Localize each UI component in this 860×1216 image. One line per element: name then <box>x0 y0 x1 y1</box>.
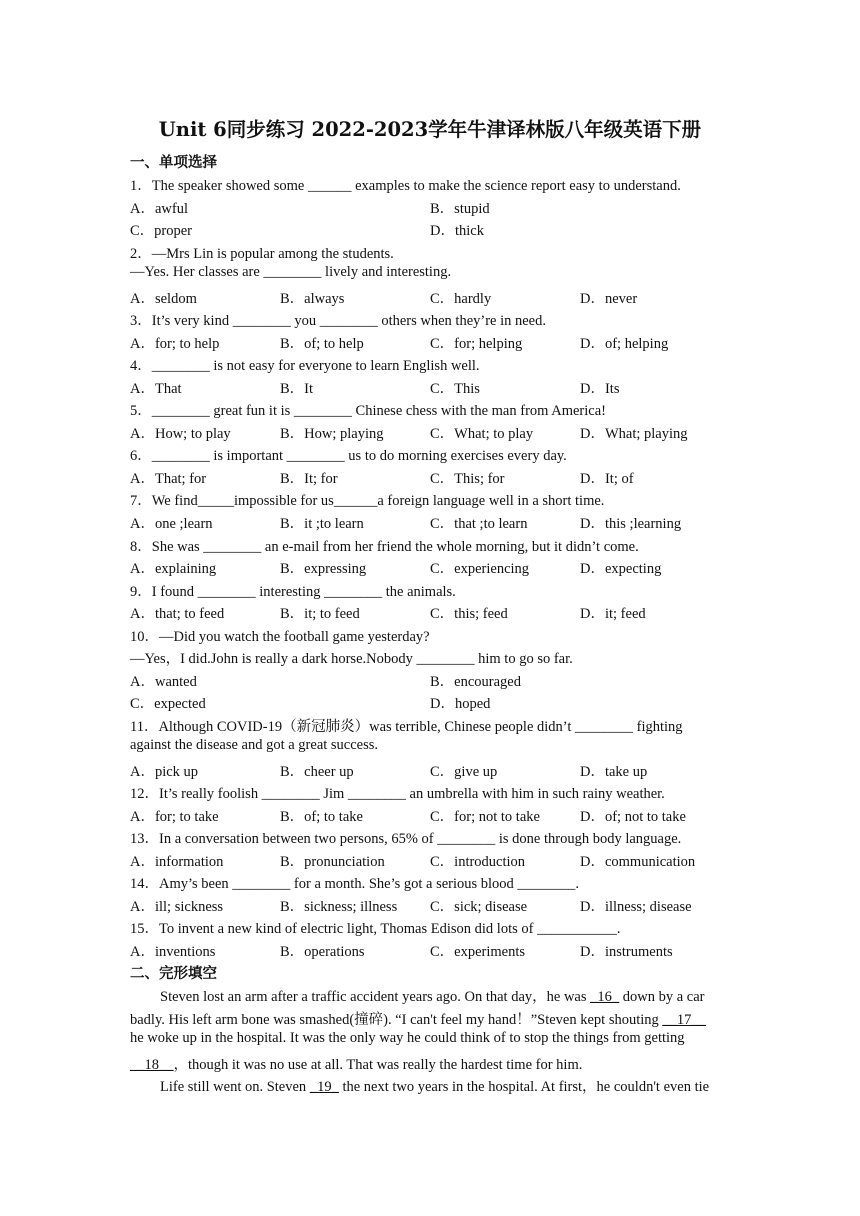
question-8-options <box>130 557 740 577</box>
blank-19: _19_ <box>309 1079 339 1095</box>
option-d: D．It; of <box>580 471 634 487</box>
option-d: D．of; helping <box>580 336 669 352</box>
option-b: B．it ;to learn <box>280 516 364 532</box>
option-c: C．for; not to take <box>430 809 540 825</box>
question-4-options <box>130 377 740 397</box>
option-a: A．How; to play <box>130 426 231 442</box>
page-title: Unit 6同步练习 2022-2023学年牛津译林版八年级英语下册 <box>158 118 702 141</box>
option-a: A．information <box>130 854 224 870</box>
blank-17: __17__ <box>662 1012 706 1028</box>
question-13: 13．In a conversation between two persons, 65% of ________ is done through body language. <box>130 831 682 847</box>
question-6-options <box>130 467 740 487</box>
option-d: D．communication <box>580 854 696 870</box>
question-10-reply: —Yes，I did.John is really a dark horse.Nobody ________ him to go so far. <box>130 651 573 667</box>
option-b: B．of; to take <box>280 809 363 825</box>
question-4: 4．________ is not easy for everyone to learn English well. <box>130 358 480 374</box>
option-b: B．cheer up <box>280 764 354 780</box>
option-b: B．encouraged <box>430 674 521 690</box>
question-2: 2．—Mrs Lin is popular among the students. <box>130 246 394 262</box>
option-d: D．it; feed <box>580 606 646 622</box>
option-a: A．inventions <box>130 944 216 960</box>
option-a: A．ill; sickness <box>130 899 224 915</box>
option-c: C．What; to play <box>430 426 534 442</box>
question-7: 7．We find_____impossible for us______a foreign language well in a short time. <box>130 493 605 509</box>
option-d: D．What; playing <box>580 426 688 442</box>
cloze-line-1 <box>130 985 732 1006</box>
question-12-options <box>130 805 740 825</box>
question-12: 12．It’s really foolish ________ Jim ________ an umbrella with him in such rainy weather. <box>130 786 665 802</box>
question-2-reply: —Yes. Her classes are ________ lively and interesting. <box>130 264 452 280</box>
question-5-options <box>130 422 740 442</box>
cloze-text: Life still went on. Steven <box>160 1079 310 1095</box>
option-b: B．pronunciation <box>280 854 385 870</box>
option-c: C．proper <box>130 223 193 239</box>
option-a: A．awful <box>130 201 188 217</box>
cloze-line-4 <box>130 1053 732 1074</box>
section-heading-multiple-choice: 一、单项选择 <box>130 155 217 171</box>
option-c: C．give up <box>430 764 498 780</box>
question-11-continued: against the disease and got a great success. <box>130 737 379 753</box>
option-a: A．That <box>130 381 182 397</box>
option-d: D．never <box>580 291 638 307</box>
question-9: 9．I found ________ interesting ________ the animals. <box>130 584 456 600</box>
option-c: C．for; helping <box>430 336 523 352</box>
option-b: B．It; for <box>280 471 338 487</box>
question-8: 8．She was ________ an e-mail from her friend the whole morning, but it didn’t come. <box>130 539 639 555</box>
cloze-line-5 <box>130 1075 732 1096</box>
question-3: 3．It’s very kind ________ you ________ others when they’re in need. <box>130 313 546 329</box>
question-10-options-row1 <box>130 670 740 690</box>
option-c: C．that ;to learn <box>430 516 528 532</box>
option-b: B．expressing <box>280 561 367 577</box>
option-a: A．pick up <box>130 764 199 780</box>
cloze-text: badly. His left arm bone was smashed(撞碎). “I can't feel my hand！”Steven kept shouting <box>130 1012 663 1028</box>
question-6: 6．________ is important ________ us to do morning exercises every day. <box>130 448 567 464</box>
option-d: D．Its <box>580 381 620 397</box>
question-15-options <box>130 940 740 960</box>
option-a: A．that; to feed <box>130 606 225 622</box>
option-a: A．wanted <box>130 674 197 690</box>
blank-16: _16_ <box>590 989 620 1005</box>
option-b: B．of; to help <box>280 336 364 352</box>
question-1-options-row2 <box>130 219 740 239</box>
option-d: D．illness; disease <box>580 899 692 915</box>
option-c: C．This <box>430 381 480 397</box>
question-13-options <box>130 850 740 870</box>
cloze-text: the next two years in the hospital. At first，he couldn't even tie <box>338 1079 710 1095</box>
option-d: D．take up <box>580 764 648 780</box>
option-d: D．this ;learning <box>580 516 682 532</box>
question-11-options <box>130 760 740 780</box>
option-a: A．explaining <box>130 561 217 577</box>
option-b: B．stupid <box>430 201 490 217</box>
option-b: B．How; playing <box>280 426 384 442</box>
option-d: D．expecting <box>580 561 662 577</box>
option-c: C．hardly <box>430 291 492 307</box>
question-5: 5．________ great fun it is ________ Chinese chess with the man from America! <box>130 403 606 419</box>
question-7-options <box>130 512 740 532</box>
question-1: 1．The speaker showed some ______ examples to make the science report easy to understand. <box>130 178 681 194</box>
question-2-options <box>130 287 740 307</box>
question-15: 15．To invent a new kind of electric light, Thomas Edison did lots of ___________. <box>130 921 621 937</box>
option-a: A．for; to help <box>130 336 220 352</box>
cloze-text: down by a car <box>619 989 705 1005</box>
option-d: D．of; not to take <box>580 809 686 825</box>
question-10: 10．—Did you watch the football game yesterday? <box>130 629 430 645</box>
cloze-line-2 <box>130 1008 732 1029</box>
option-d: D．hoped <box>430 696 491 712</box>
option-b: B．it; to feed <box>280 606 360 622</box>
question-3-options <box>130 332 740 352</box>
cloze-line-3: he woke up in the hospital. It was the only way he could think of to stop the things from getting <box>130 1030 685 1046</box>
option-c: C．expected <box>130 696 206 712</box>
option-c: C．introduction <box>430 854 526 870</box>
section-heading-cloze: 二、完形填空 <box>130 966 217 982</box>
question-14-options <box>130 895 740 915</box>
cloze-text: ，though it was no use at all. That was really the hardest time for him. <box>173 1057 583 1073</box>
option-c: C．sick; disease <box>430 899 528 915</box>
question-10-options-row2 <box>130 692 740 712</box>
option-c: C．experiencing <box>430 561 530 577</box>
option-a: A．seldom <box>130 291 197 307</box>
option-d: D．instruments <box>580 944 673 960</box>
option-b: B．always <box>280 291 345 307</box>
question-9-options <box>130 602 740 622</box>
question-11: 11．Although COVID-19（新冠肺炎）was terrible, Chinese people didn’t ________ fighting <box>130 719 683 735</box>
cloze-text: Steven lost an arm after a traffic accident years ago. On that day，he was <box>160 989 591 1005</box>
option-a: A．That; for <box>130 471 207 487</box>
option-c: C．This; for <box>430 471 505 487</box>
blank-18: __18__ <box>130 1057 174 1073</box>
option-c: C．experiments <box>430 944 526 960</box>
option-b: B．sickness; illness <box>280 899 398 915</box>
question-14: 14．Amy’s been ________ for a month. She’s got a serious blood ________. <box>130 876 580 892</box>
question-1-options-row1 <box>130 197 740 217</box>
option-b: B．It <box>280 381 314 397</box>
option-d: D．thick <box>430 223 484 239</box>
option-a: A．for; to take <box>130 809 219 825</box>
option-a: A．one ;learn <box>130 516 213 532</box>
option-c: C．this; feed <box>430 606 508 622</box>
option-b: B．operations <box>280 944 365 960</box>
